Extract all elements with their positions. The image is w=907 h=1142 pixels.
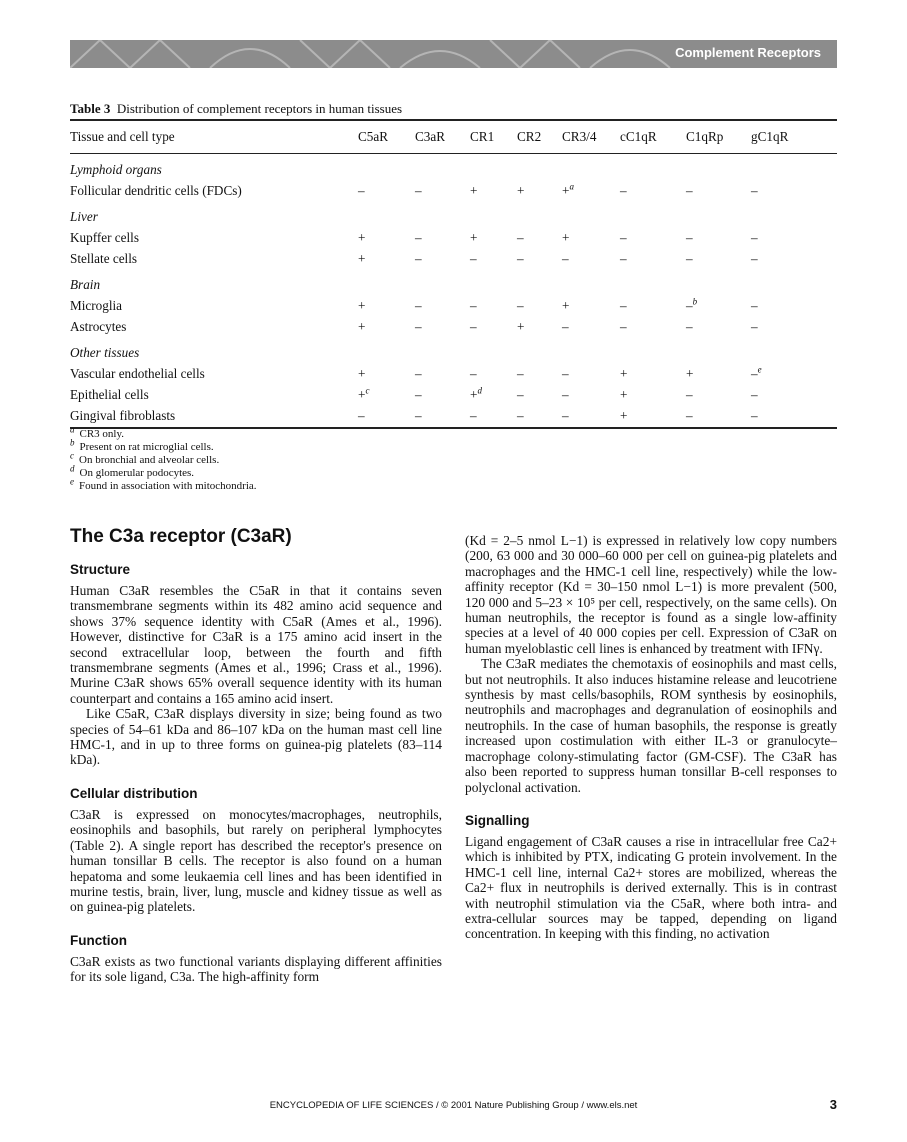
- receptor-value: [358, 227, 415, 248]
- value-symbol: –: [415, 408, 422, 423]
- receptor-value: [358, 384, 415, 405]
- value-symbol: –: [517, 250, 524, 266]
- receptor-value: [686, 405, 751, 428]
- footnote-mark: a: [569, 181, 574, 192]
- affinity-paragraph: (Kd = 2–5 nmol L−1) is expressed in relatively low copy numbers (200, 63 000 and 30 000–60 000 per cell on guinea-pig platelets and macrophages and the HMC-1 cell line, respectively) while the low-affinity receptor (Kd = 30–150 nmol L−1) is more prevalent (500, 120 000 and 5–23 × 10⁵ per cell, respectively, on the same cells). On human neutrophils, the receptor is found as a single low-affinity species at a level of 40 000 copies per cell. Expression of C3aR on human myeloblastic cell lines is enhanced by treatment with IFNγ.: [465, 533, 837, 656]
- value-symbol: +: [358, 250, 366, 266]
- receptor-value: [358, 405, 415, 428]
- receptor-value: [751, 180, 837, 201]
- receptor-value: [517, 227, 562, 248]
- receptor-value: [517, 384, 562, 405]
- receptor-value: [686, 227, 751, 248]
- value-symbol: –: [358, 182, 365, 198]
- value-symbol: –: [562, 318, 569, 334]
- cell-type: Astrocytes: [70, 318, 127, 334]
- value-symbol: +: [562, 182, 570, 198]
- value-symbol: –: [751, 318, 758, 334]
- structure-paragraph-1: Human C3aR resembles the C5aR in that it contains seven transmembrane segments within its 482 amino acid sequence and shows 37% sequence identity with C5aR (Ames et al., 1996). However, distinctive for C3aR is a 175 amino acid insert in the second extracellular loop, between the fourth and fifth transmembrane segments (Ames et al., 1996; Crass et al., 1996). Murine C3aR shows 65% overall sequence identity with its human counterpart and contains a 165 amino acid insert.: [70, 583, 442, 706]
- function-paragraph: C3aR exists as two functional variants displaying different affinities for its sole ligand, C3a. The high-affinity form: [70, 953, 442, 985]
- receptor-value: [358, 316, 415, 337]
- footnote: [70, 424, 257, 441]
- receptor-value: [620, 316, 686, 337]
- value-symbol: –: [517, 297, 524, 313]
- receptor-value: [562, 405, 620, 428]
- receptor-value: [562, 180, 620, 201]
- receptor-value: [470, 405, 517, 428]
- value-symbol: –: [415, 386, 422, 402]
- value-symbol: –: [620, 182, 627, 198]
- value-symbol: +: [517, 318, 525, 334]
- table-row: [70, 295, 837, 316]
- value-symbol: –: [751, 229, 758, 245]
- column-header: CR1: [470, 120, 517, 154]
- footnote: [70, 450, 257, 467]
- table-group-row: [70, 154, 837, 181]
- table-header-row: [70, 120, 837, 154]
- value-symbol: –: [620, 318, 627, 334]
- group-label: Liver: [70, 209, 98, 224]
- value-symbol: –: [751, 297, 758, 313]
- value-symbol: –: [470, 250, 477, 266]
- receptor-value: [686, 384, 751, 405]
- receptor-value: [620, 405, 686, 428]
- receptor-value: [470, 316, 517, 337]
- cellular-distribution-paragraph: C3aR is expressed on monocytes/macrophages, neutrophils, eosinophils and basophils, but rarely on peripheral lymphocytes (Table 2). A single report has described the receptor's presence on human tonsillar B cells. The receptor is also found on a human hepatoma and some leukaemia cell lines and has been identified in murine testis, brain, liver, lung, muscle and kidney tissue as well as on guinea-pig platelets.: [70, 806, 442, 915]
- column-header: C5aR: [358, 120, 415, 154]
- receptor-value: [751, 384, 837, 405]
- receptor-value: [562, 248, 620, 269]
- structure-heading: Structure: [70, 562, 131, 577]
- table-footnotes: [70, 424, 257, 493]
- value-symbol: –: [686, 250, 693, 266]
- receptor-value: [358, 180, 415, 201]
- footnote: [70, 463, 257, 480]
- receptor-value: [415, 384, 470, 405]
- value-symbol: –: [686, 229, 693, 245]
- value-symbol: –: [686, 318, 693, 334]
- value-symbol: +: [620, 386, 628, 402]
- value-symbol: +: [562, 229, 570, 245]
- table-row: [70, 363, 837, 384]
- footnote-mark: e: [757, 364, 762, 375]
- receptor-value: [620, 384, 686, 405]
- value-symbol: +: [358, 318, 366, 334]
- table-row: [70, 316, 837, 337]
- receptor-value: [686, 316, 751, 337]
- structure-paragraph-2: Like C5aR, C3aR displays diversity in size; being found as two species of 54–61 kDa and 86–107 kDa on the human mast cell line HMC-1, and in up to three forms on guinea-pig platelets (83–114 kDa).: [70, 706, 442, 768]
- receptor-value: [470, 295, 517, 316]
- value-symbol: –: [517, 229, 524, 245]
- value-symbol: +: [358, 297, 366, 313]
- value-symbol: –: [686, 297, 693, 313]
- value-symbol: +: [517, 182, 525, 198]
- value-symbol: –: [751, 408, 758, 423]
- value-symbol: –: [517, 365, 524, 381]
- receptor-distribution-table: [70, 119, 837, 429]
- footnote-text: On glomerular podocytes.: [79, 467, 195, 479]
- value-symbol: +: [358, 365, 366, 381]
- group-label: Brain: [70, 277, 101, 292]
- receptor-value: [751, 248, 837, 269]
- header-title: Complement Receptors: [675, 45, 821, 60]
- value-symbol: –: [470, 318, 477, 334]
- value-symbol: –: [562, 408, 569, 423]
- receptor-value: [470, 180, 517, 201]
- value-symbol: +: [358, 229, 366, 245]
- table-caption: [70, 101, 402, 117]
- receptor-value: [686, 180, 751, 201]
- column-header: Tissue and cell type: [70, 120, 358, 154]
- cell-type: Follicular dendritic cells (FDCs): [70, 182, 242, 198]
- value-symbol: +: [470, 182, 478, 198]
- footnote-mark: a: [70, 424, 75, 435]
- receptor-value: [686, 248, 751, 269]
- value-symbol: –: [415, 318, 422, 334]
- value-symbol: –: [358, 408, 365, 423]
- page-number: 3: [829, 1097, 837, 1112]
- value-symbol: +: [358, 386, 366, 402]
- receptor-value: [415, 316, 470, 337]
- table-caption-text: Distribution of complement receptors in human tissues: [116, 101, 403, 116]
- receptor-value: [470, 363, 517, 384]
- receptor-value: [686, 295, 751, 316]
- signalling-paragraph: Ligand engagement of C3aR causes a rise in intracellular free Ca2+ which is inhibited by PTX, indicating G protein involvement. In the HMC-1 cell line, internal Ca2+ stores are mobilized, whereas the Ca2+ flux in neutrophils is derived externally. This is in contrast with neutrophil stimulation via the C5aR, where both intra- and extra-cellular sources may be tapped, depending on ligand concentration. In keeping with this finding, no activation: [465, 833, 837, 942]
- footnote-mark: e: [70, 476, 74, 487]
- value-symbol: –: [562, 386, 569, 402]
- receptor-value: [562, 295, 620, 316]
- value-symbol: –: [751, 386, 758, 402]
- value-symbol: –: [415, 229, 422, 245]
- page-footer: ENCYCLOPEDIA OF LIFE SCIENCES / © 2001 Nature Publishing Group / www.els.net: [269, 1100, 638, 1111]
- header-banner: [70, 40, 837, 68]
- table-row: [70, 248, 837, 269]
- value-symbol: –: [415, 365, 422, 381]
- value-symbol: –: [620, 297, 627, 313]
- receptor-value: [415, 295, 470, 316]
- receptor-value: [620, 363, 686, 384]
- column-header: cC1qR: [620, 120, 686, 154]
- value-symbol: –: [517, 386, 524, 402]
- cell-type: Vascular endothelial cells: [70, 365, 205, 381]
- receptor-value: [415, 363, 470, 384]
- table-group-row: [70, 269, 837, 295]
- table-row: [70, 405, 837, 428]
- column-header: C3aR: [415, 120, 470, 154]
- value-symbol: –: [562, 365, 569, 381]
- column-header: C1qRp: [686, 120, 751, 154]
- table-body: [70, 154, 837, 429]
- column-header: CR2: [517, 120, 562, 154]
- receptor-value: [562, 227, 620, 248]
- cell-type: Gingival fibroblasts: [70, 405, 358, 428]
- value-symbol: –: [415, 297, 422, 313]
- receptor-value: [751, 363, 837, 384]
- value-symbol: +: [686, 365, 694, 381]
- receptor-value: [751, 295, 837, 316]
- value-symbol: –: [517, 408, 524, 423]
- cell-type: Microglia: [70, 297, 123, 313]
- group-label: Lymphoid organs: [70, 162, 162, 177]
- table-label: Table 3: [70, 101, 111, 116]
- value-symbol: –: [470, 365, 477, 381]
- value-symbol: +: [470, 386, 478, 402]
- receptor-value: [415, 227, 470, 248]
- footnote-text: On bronchial and alveolar cells.: [79, 454, 220, 466]
- column-header: CR3/4: [562, 120, 620, 154]
- footnote-text: Present on rat microglial cells.: [79, 441, 214, 453]
- value-symbol: –: [686, 386, 693, 402]
- table-row: [70, 180, 837, 201]
- table-row: [70, 384, 837, 405]
- receptor-value: [517, 248, 562, 269]
- chemotaxis-paragraph: The C3aR mediates the chemotaxis of eosinophils and mast cells, but not neutrophils. It also induces histamine release and leucotriene synthesis by mast cells/basophils, ROM synthesis by eosinophils, neutrophils and macrophages and degranulation of eosinophils and neutrophils. In the case of human basophils, the response is greatly increased upon costimulation with either IL-3 or granulocyte–macrophage colony-stimulating factor (GM-CSF). The C3aR has also been reported to suppress human tonsillar B-cell responses to polyclonal activation.: [465, 656, 837, 795]
- receptor-value: [751, 227, 837, 248]
- value-symbol: –: [470, 408, 477, 423]
- receptor-value: [517, 180, 562, 201]
- receptor-value: [358, 295, 415, 316]
- receptor-value: [562, 316, 620, 337]
- table-group-row: [70, 201, 837, 227]
- footnote-mark: c: [365, 385, 370, 396]
- receptor-value: [415, 180, 470, 201]
- value-symbol: –: [470, 297, 477, 313]
- cellular-distribution-heading: Cellular distribution: [70, 785, 198, 801]
- receptor-value: [620, 227, 686, 248]
- receptor-value: [620, 295, 686, 316]
- receptor-value: [751, 316, 837, 337]
- section-title: The C3a receptor (C3aR): [70, 526, 292, 547]
- value-symbol: –: [751, 182, 758, 198]
- column-header: gC1qR: [751, 120, 837, 154]
- value-symbol: –: [415, 250, 422, 266]
- receptor-value: [620, 248, 686, 269]
- receptor-value: [470, 384, 517, 405]
- footnote: [70, 437, 257, 454]
- footnote-mark: c: [70, 450, 74, 461]
- value-symbol: –: [620, 250, 627, 266]
- value-symbol: +: [562, 297, 570, 313]
- value-symbol: –: [415, 182, 422, 198]
- footnote-mark: d: [70, 463, 75, 474]
- value-symbol: +: [470, 229, 478, 245]
- left-column: [70, 526, 442, 985]
- value-symbol: +: [620, 365, 628, 381]
- receptor-value: [358, 363, 415, 384]
- receptor-value: [517, 405, 562, 428]
- footnote-mark: b: [692, 296, 698, 307]
- value-symbol: +: [620, 408, 628, 423]
- receptor-value: [517, 295, 562, 316]
- cell-type: Stellate cells: [70, 250, 138, 266]
- cell-type: Epithelial cells: [70, 386, 149, 402]
- group-label: Other tissues: [70, 345, 140, 360]
- footnote-text: CR3 only.: [79, 428, 125, 440]
- function-heading: Function: [70, 932, 127, 948]
- receptor-value: [415, 248, 470, 269]
- value-symbol: –: [562, 250, 569, 266]
- value-symbol: –: [751, 250, 758, 266]
- signalling-heading: Signalling: [465, 812, 530, 828]
- value-symbol: –: [751, 365, 758, 381]
- receptor-value: [415, 405, 470, 428]
- footnote: [70, 476, 257, 493]
- right-column: [465, 533, 837, 942]
- receptor-value: [620, 180, 686, 201]
- receptor-value: [686, 363, 751, 384]
- receptor-value: [517, 363, 562, 384]
- value-symbol: –: [686, 182, 693, 198]
- footnote-mark: d: [477, 385, 482, 396]
- receptor-value: [562, 363, 620, 384]
- table-group-row: [70, 337, 837, 363]
- table-row: [70, 227, 837, 248]
- receptor-value: [751, 405, 837, 428]
- cell-type: Kupffer cells: [70, 229, 139, 245]
- value-symbol: –: [686, 408, 693, 423]
- footnote-text: Found in association with mitochondria.: [79, 480, 257, 492]
- receptor-value: [517, 316, 562, 337]
- receptor-value: [470, 227, 517, 248]
- receptor-value: [470, 248, 517, 269]
- receptor-value: [562, 384, 620, 405]
- footnote-mark: b: [70, 437, 75, 448]
- receptor-value: [358, 248, 415, 269]
- value-symbol: –: [620, 229, 627, 245]
